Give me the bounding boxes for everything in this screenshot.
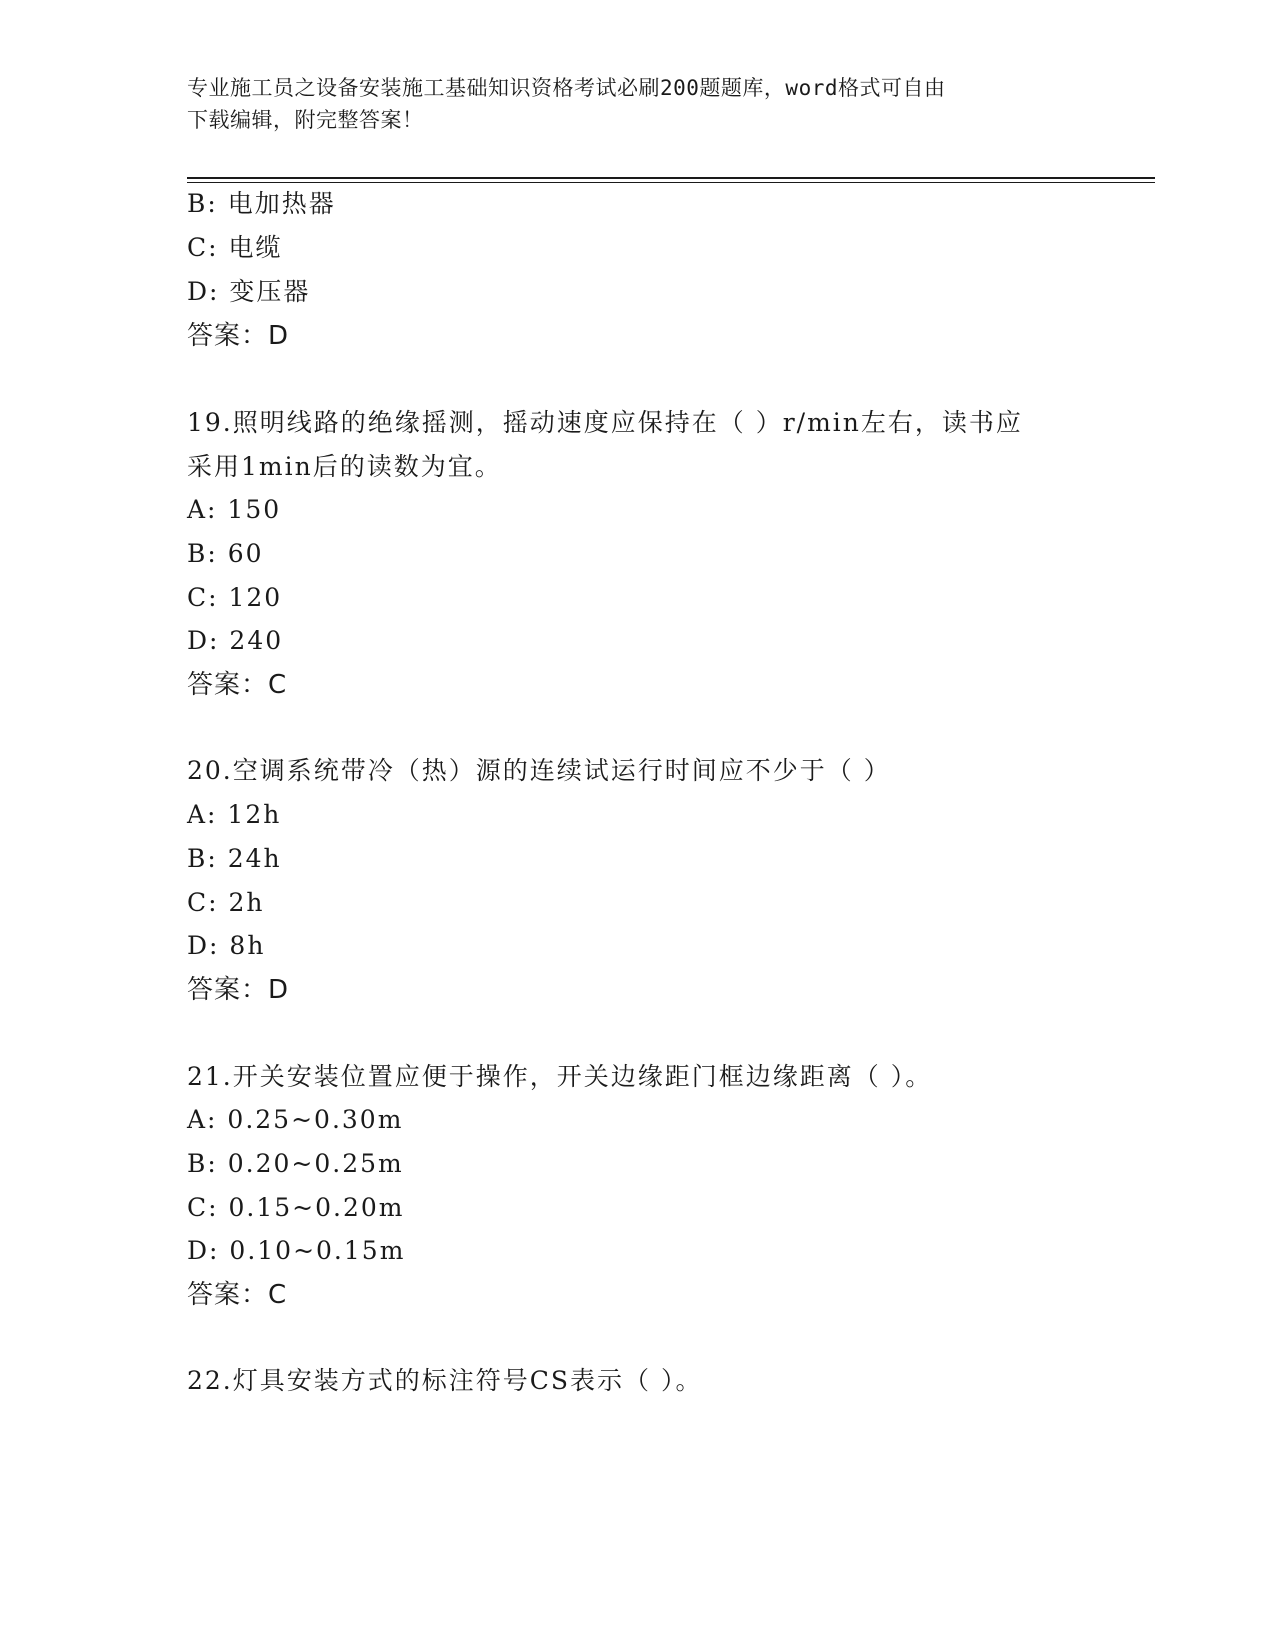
q20-option-a: A: 12h: [187, 800, 282, 829]
q21-stem-line-1: 21.开关安装位置应便于操作，开关边缘距门框边缘距离（ ）。: [187, 1062, 933, 1091]
document-header: [187, 72, 1087, 136]
q18-option-b: B: 电加热器: [187, 189, 336, 218]
q20-option-c: C: 2h: [187, 888, 265, 917]
q18-option-c: C: 电缆: [187, 233, 283, 262]
q20-option-d: D: 8h: [187, 931, 266, 960]
q21-answer: 答案：C: [187, 1280, 288, 1310]
q20-option-b: B: 24h: [187, 844, 282, 873]
q19-option-d: D: 240: [187, 626, 284, 655]
q21-option-d: D: 0.10~0.15m: [187, 1236, 406, 1265]
q19-stem-line-1: 19.照明线路的绝缘摇测，摇动速度应保持在（ ）r/min左右，读书应: [187, 408, 1023, 437]
header-line-1: 专业施工员之设备安装施工基础知识资格考试必刷200题题库，word格式可自由: [187, 76, 946, 100]
q21-option-b: B: 0.20~0.25m: [187, 1149, 404, 1178]
q20-stem-line-1: 20.空调系统带冷（热）源的连续试运行时间应不少于（ ）: [187, 756, 891, 785]
q21-option-a: A: 0.25~0.30m: [187, 1105, 404, 1134]
q21-option-c: C: 0.15~0.20m: [187, 1193, 405, 1222]
q19-option-a: A: 150: [187, 495, 282, 524]
header-line-2: 下载编辑，附完整答案！: [187, 108, 424, 132]
header-rule-bottom: [187, 182, 1155, 183]
q22-stem-line-1: 22.灯具安装方式的标注符号CS表示（ ）。: [187, 1366, 703, 1395]
q19-stem-line-2: 采用1min后的读数为宜。: [187, 452, 502, 481]
q19-option-c: C: 120: [187, 583, 283, 612]
q19-answer: 答案：C: [187, 670, 288, 700]
q18-answer: 答案：D: [187, 321, 290, 351]
header-rule-top: [187, 177, 1155, 179]
q19-option-b: B: 60: [187, 539, 264, 568]
q20-answer: 答案：D: [187, 975, 290, 1005]
q18-option-d: D: 变压器: [187, 277, 311, 306]
